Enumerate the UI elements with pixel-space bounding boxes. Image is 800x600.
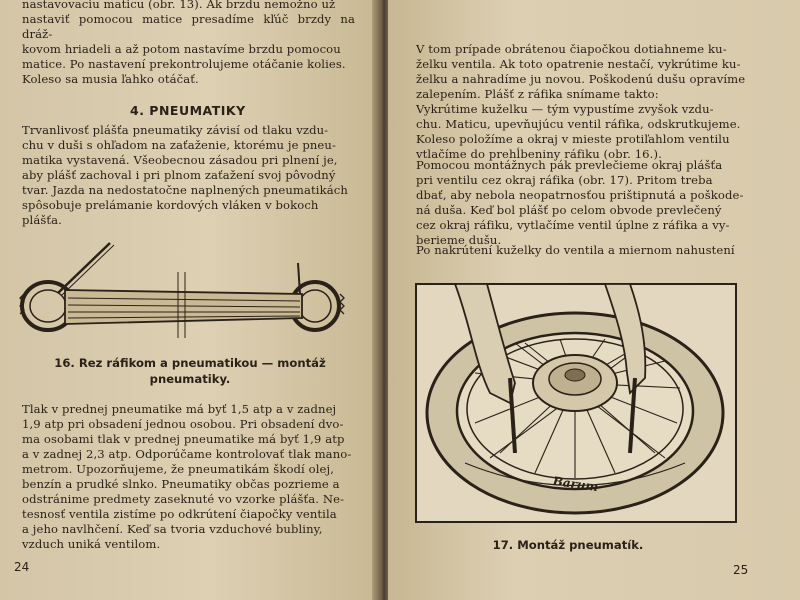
section-heading: 4. PNEUMATIKY	[130, 103, 246, 118]
pressure-paragraph: Tlak v prednej pneumatike má byť 1,5 atp a v zadnej 1,9 atp pri obsadení jednou osobou. Pri obsadení dvo- ma osobami tlak v prednej pneumatike má byť 1,9 atp a v zadnej 2,3 atp. Odporúčame kontrolovať tlak mano- metrom. Upozorňujeme, že pneumatikám škodí olej, benzín a prudké slnko. Pneumatiky občas pozrieme a odstránime predmety zaseknuté vo vzorke plášťa. Ne- tesnosť ventila zistíme po odkrútení čiapočky ventila a jeho navlhčení. Keď sa tvoria vzduchové bubliny, vzduch uniká ventilom.	[22, 402, 352, 551]
tire-mounting-figure	[415, 283, 737, 523]
rim-tire-cross-section-figure	[10, 238, 355, 343]
page-number-left: 24	[14, 560, 30, 574]
intro-paragraph: nastavovaciu maticu (obr. 13). Ak brzdu nemožno už nastaviť pomocou matice presadíme kľúč brzdy na dráž- kovom hriadeli a až potom nastavíme brzdu pomocou matice. Po nastavení prekontrolujeme otáčanie kolies. Koleso sa musia ľahko otáčať.	[22, 0, 355, 86]
levers-paragraph: Pomocou montážnych pák prevlečieme okraj plášťa pri ventilu cez okraj ráfika (obr. 17). Pritom treba dbať, aby nebola neopatrnosťou prištipnutá a poškode- ná duša. Keď bol plášť po celom obvode prevlečený cez okraj ráfiku, vytlačíme ventil úplne z ráfika a vy- berieme dušu.	[416, 158, 744, 247]
tire-brand-text: Barum	[551, 473, 600, 495]
figure-16-caption: 16. Rez ráfikom a pneumatikou — montáž pneumatiky.	[54, 356, 326, 386]
figure-17-caption: 17. Montáž pneumatík.	[492, 538, 644, 552]
left-page	[0, 0, 378, 600]
page-number-right: 25	[733, 563, 749, 577]
section-paragraph: Trvanlivosť plášťa pneumatiky závisí od tlaku vzdu- chu v duši s ohľadom na zaťaženie, ktorému je pneu- matika vystavená. Všeobecnou zásadou pri plnení je, aby plášť zachoval i pri plnom zaťažení svoj pôvodný tvar. Jazda na nedostatočne naplnených pneumatikách spôsobuje prelámanie kordových vláken v bokoch plášťa.	[22, 123, 348, 227]
right-page	[388, 0, 800, 600]
removal-paragraph: Vykrútime kuželku — tým vypustíme zvyšok vzdu- chu. Maticu, upevňujúcu ventil ráfika, odskrutkujeme. Koleso položíme a okraj v mieste protiľahlom ventilu vtlačíme do prehĺbeniny ráfiku (obr. 16.).	[416, 102, 741, 161]
inflation-paragraph: Po nakrútení kuželky do ventila a miernom nahustení	[416, 243, 735, 257]
valve-paragraph: V tom prípade obrátenou čiapočkou dotiahneme ku- želku ventila. Ak toto opatrenie nestačí, vykrútime ku- želku a nahradíme ju novou. Poškodenú dušu opravíme zalepením. Plášť z ráfika snímame takto:	[416, 42, 746, 101]
